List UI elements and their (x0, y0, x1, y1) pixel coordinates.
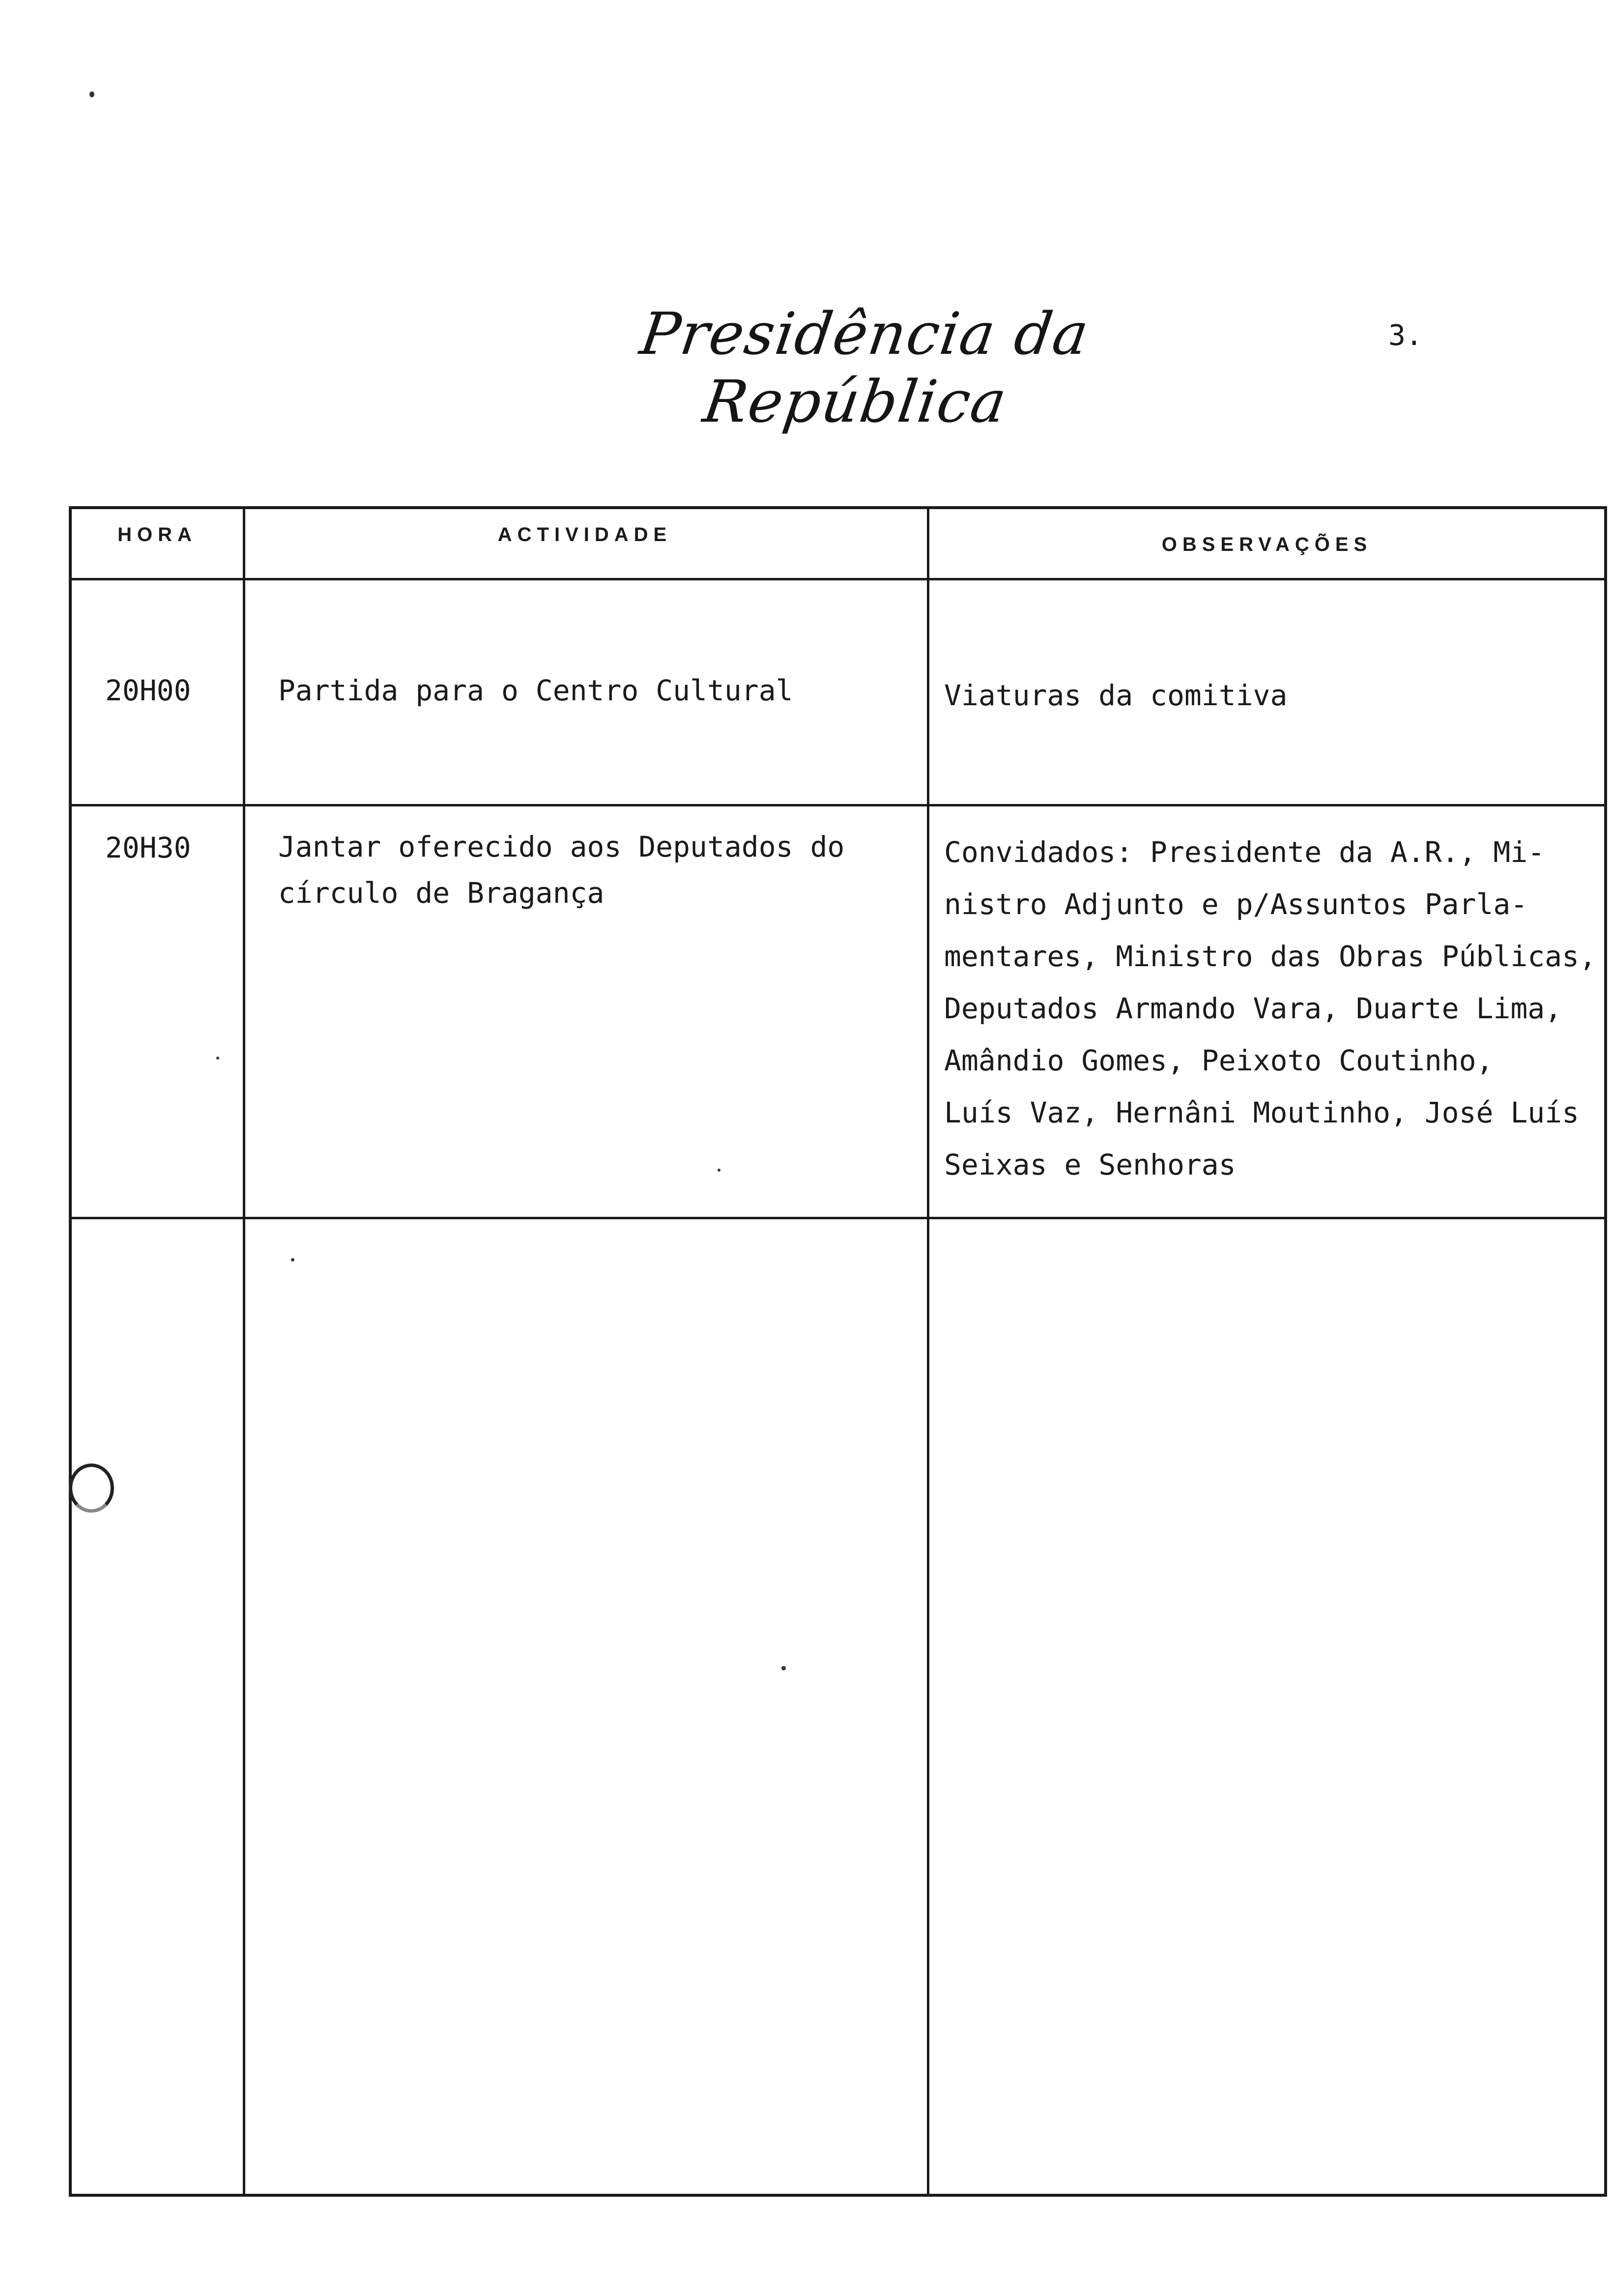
column-divider (927, 509, 929, 2194)
scan-speck (718, 1169, 720, 1172)
row-observations: Viaturas da comitiva (944, 679, 1288, 712)
punch-hole-mark (69, 1464, 114, 1513)
column-divider (243, 509, 245, 2194)
column-header-actividade: ACTIVIDADE (497, 524, 672, 545)
scan-speck (89, 91, 94, 97)
row-time: 20H00 (105, 674, 191, 707)
scan-speck (216, 1057, 219, 1060)
column-header-hora: HORA (117, 524, 197, 545)
schedule-table (69, 506, 1607, 2197)
scan-speck (291, 1258, 294, 1262)
row-divider (72, 1217, 1604, 1219)
header-divider (72, 578, 1604, 580)
page-number: 3. (1388, 318, 1423, 352)
row-observations: Convidados: Presidente da A.R., Mi- nistro Adjunto e p/Assuntos Parla- mentares, Ministro das Obras Públicas, Deputados Armando Vara, Duarte Lima, Amândio Gomes, Peixoto Coutinho, Luís Vaz, Hernâni Moutinho, José Luís Seixas e Senhoras (944, 835, 1596, 1181)
row-time: 20H30 (105, 831, 191, 864)
scan-speck (781, 1666, 786, 1670)
row-activity: Jantar oferecido aos Deputados do círculo de Bragança (278, 830, 845, 910)
row-divider (72, 804, 1604, 806)
letterhead: Presidência da República (636, 300, 1094, 435)
column-header-observacoes: OBSERVAÇÕES (1161, 534, 1373, 555)
row-activity: Partida para o Centro Cultural (278, 674, 793, 707)
